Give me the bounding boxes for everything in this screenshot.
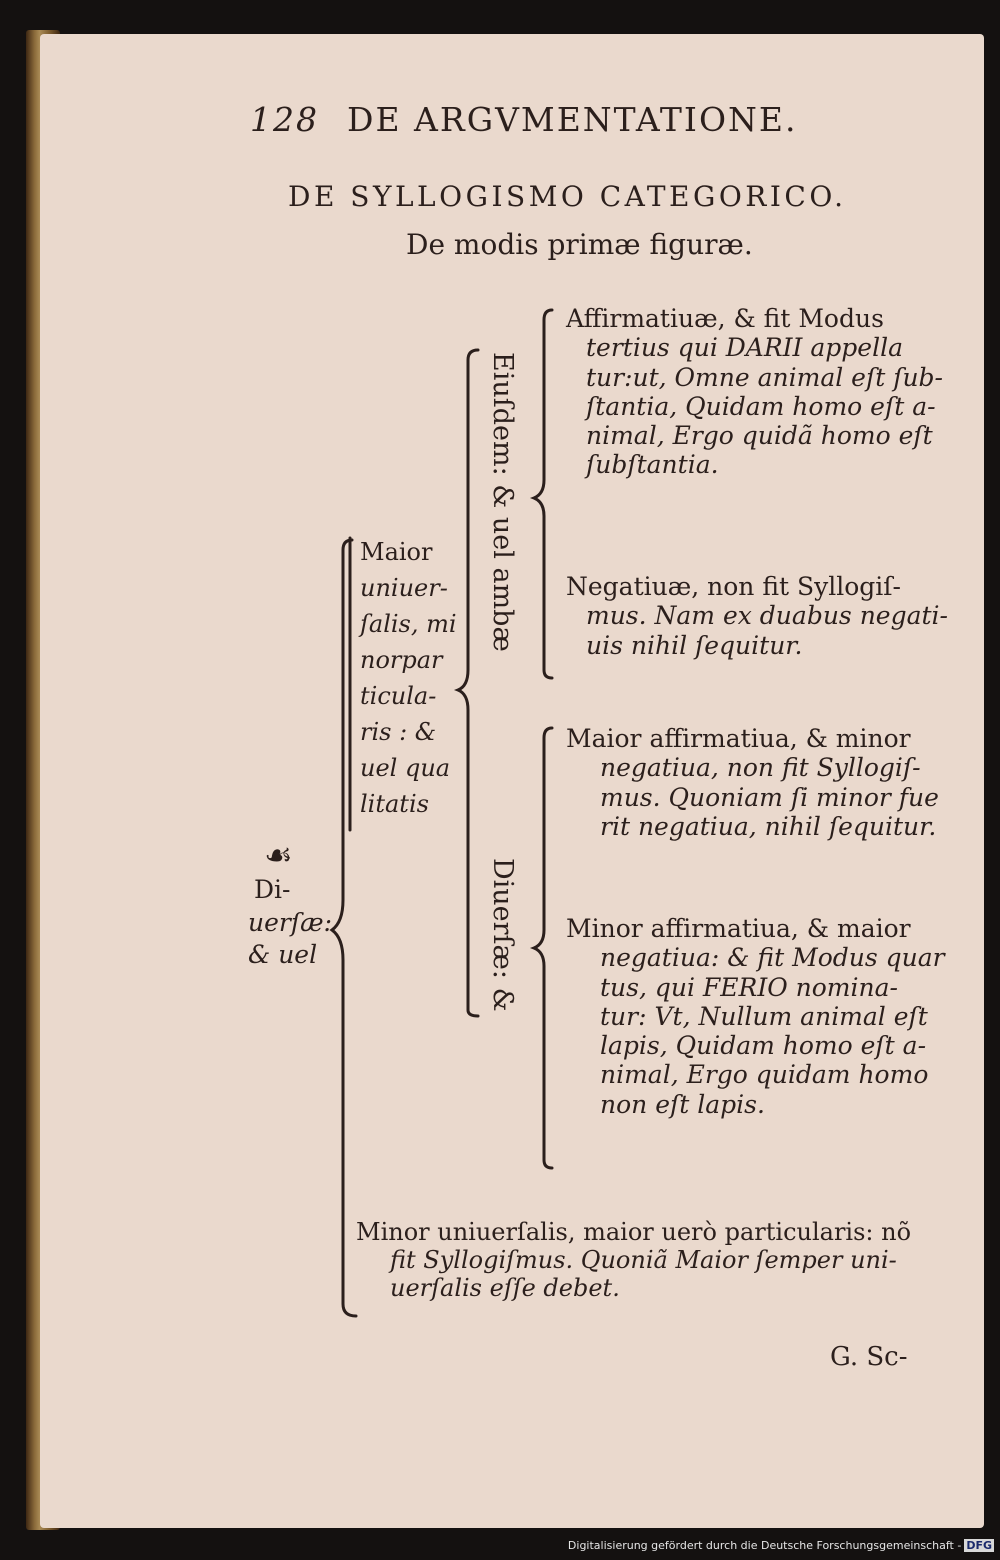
entry-line: Minor affirmatiua, & maior [566,914,911,943]
entry-minor-uniuersalis [356,1218,911,1302]
entry-line: nimal, Ergo quidã homo eſt [586,421,933,450]
maior-line: ticula- [360,682,437,710]
entry-line: Minor uniuerſalis, maior uerò particularis: nõ [356,1218,912,1246]
eiusdem-label: Eiuſdem: & uel ambæ [487,352,518,652]
entry-line: mus. Nam ex duabus negati- [586,601,948,631]
entry-line: Maior affirmatiua, & minor [566,724,911,753]
entry-line: tur: Vt, Nullum animal eſt [600,1001,928,1031]
maior-block [360,534,457,822]
section-subtitle: De modis primæ figuræ. [406,228,753,261]
entry-line: tertius qui DARII appella [586,333,903,363]
entry-line: non eſt lapis. [600,1089,765,1119]
eiusdem-brace [534,310,552,678]
left-label-line: & uel [248,940,318,969]
entry-line: ſtantia, Quidam homo eſt a- [586,391,936,421]
section-title: DE SYLLOGISMO CATEGORICO. [288,180,847,213]
running-head-title: DE ARGVMENTATIONE. [347,100,798,139]
maior-line: uniuer- [360,574,448,602]
maior-line: ris : & [360,718,437,746]
maior-line: uel qua [360,754,451,782]
entry-line: lapis, Quidam homo eſt a- [600,1031,927,1060]
entry-line: nimal, Ergo quidam homo [600,1060,929,1090]
maior-line: ſalis, mi [360,610,457,638]
entry-affirmatiuae [566,304,943,480]
middle-brace [458,350,478,1016]
catchword: G. Sc- [830,1342,908,1372]
digitization-credit [568,1539,994,1552]
entry-line: Negatiuæ, non fit Syllogiſ- [566,572,901,601]
entry-line: negatiua: & fit Modus quar [600,943,945,973]
credit-text: Digitalisierung gefördert durch die Deutsche Forschungsgemeinschaft - [567,1539,962,1552]
fleuron-icon: ☙ [264,836,293,874]
entry-maior-affirmatiua [566,724,939,841]
entry-line: negatiua, non fit Syllogiſ- [600,753,921,783]
outer-brace [332,540,356,1316]
entry-line: tus, qui FERIO nomina- [600,972,898,1002]
entry-line: rit negatiua, nihil ſequitur. [600,811,937,841]
left-label [248,874,332,972]
diuersae-brace [534,728,552,1168]
dfg-logo: DFG [966,1539,992,1552]
entry-line: uerſalis eſſe debet. [390,1274,620,1303]
entry-line: fit Syllogiſmus. Quoniã Maior ſemper uni- [390,1246,897,1275]
maior-line: norpar [360,646,443,674]
maior-line: litatis [360,790,429,818]
page-number: 128 [250,100,319,139]
entry-minor-affirmatiua [566,914,945,1119]
diuersae-label: Diuerſæ: & [487,858,518,1012]
entry-line: tur:ut, Omne animal eſt ſub- [586,362,944,392]
left-label-line: uerſæ: [248,907,333,937]
entry-negatiuae [566,572,948,660]
entry-line: Affirmatiuæ, & fit Modus [566,304,884,333]
entry-line: uis nihil ſequitur. [586,630,803,660]
entry-line: ſubſtantia. [586,450,719,480]
entry-line: mus. Quoniam ſi minor fue [600,782,939,812]
left-label-line: Di- [254,875,291,904]
maior-line: Maior [360,538,433,566]
